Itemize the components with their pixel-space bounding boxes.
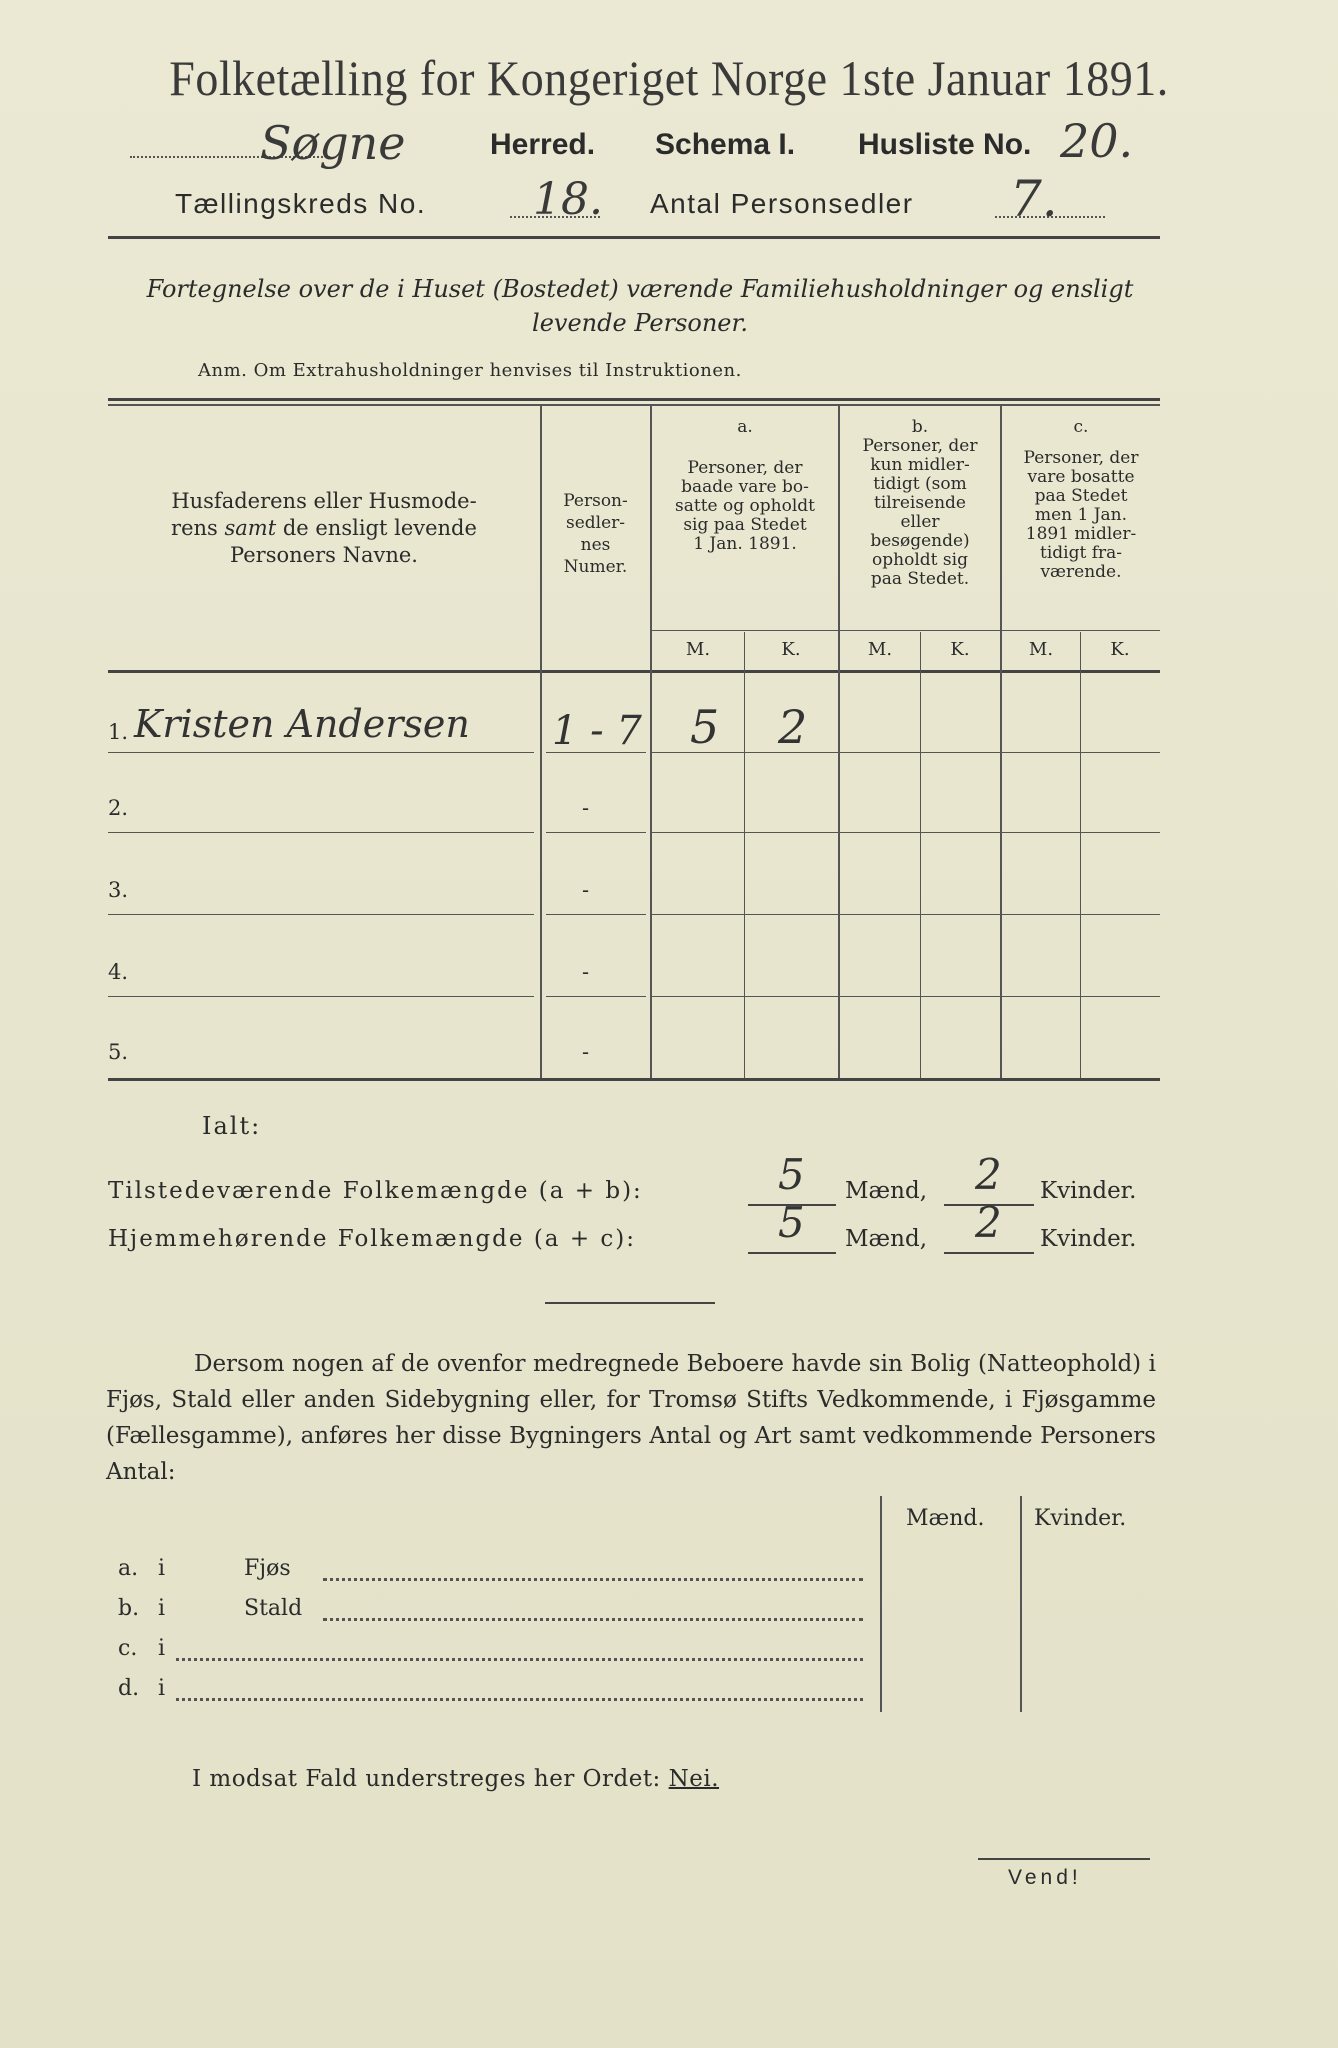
outbuilding-label: Stald xyxy=(244,1596,303,1621)
header-c-line: paa Stedet xyxy=(1034,486,1128,506)
header-names xyxy=(110,488,538,569)
header-names-line: Husfaderens eller Husmode- xyxy=(171,489,477,513)
header-a-line: baade vare bo- xyxy=(681,477,809,497)
kreds-line xyxy=(175,170,1115,228)
header-b-line: paa Stedet. xyxy=(870,569,970,589)
row-rule xyxy=(546,914,646,915)
mk-header-rule xyxy=(652,630,1160,631)
separator-rule xyxy=(545,1302,715,1304)
tilstede-maend: Mænd, xyxy=(845,1178,928,1204)
row-number: 4. xyxy=(108,960,129,984)
vend-label: Vend! xyxy=(1008,1866,1082,1889)
outbuildings-paragraph: Dersom nogen af de ovenfor medregnede Beboere havde sin Bolig (Natteophold) i Fjøs, Stald eller anden Sidebygning eller, for Tromsø Stifts Vedkommende, i Fjøsgamme (Fællesgamme), anføres her disse Bygningers Antal og Art samt vedkommende Personers Antal: xyxy=(106,1351,1156,1485)
row-a-m: 5 xyxy=(690,700,720,754)
header-c-k: K. xyxy=(1110,639,1130,660)
header-a-line: sig paa Stedet xyxy=(683,515,807,535)
husliste-label: Husliste No. xyxy=(858,128,1032,161)
caption xyxy=(100,272,1180,340)
footer-text: I modsat Fald understreges her Ordet: xyxy=(192,1766,669,1792)
header-c-line: men 1 Jan. xyxy=(1034,505,1128,525)
herred-value: Søgne xyxy=(260,116,406,170)
header-a-letter: a. xyxy=(737,417,753,437)
hjemme-kvinder: Kvinder. xyxy=(1040,1226,1137,1252)
header-a-line: satte og opholdt xyxy=(675,496,815,516)
outbuilding-dots xyxy=(176,1658,863,1661)
outbuilding-letter: c. xyxy=(118,1636,138,1661)
hjemme-k: 2 xyxy=(975,1198,1002,1247)
header-c-line: vare bosatte xyxy=(1027,467,1135,487)
row-sedler: - xyxy=(582,960,590,984)
kreds-value: 18. xyxy=(533,174,603,225)
header-sedler-line: Person- xyxy=(563,491,628,511)
outbuilding-row xyxy=(118,1556,864,1596)
row-a-k: 2 xyxy=(778,700,808,754)
vend-rule xyxy=(978,1858,1150,1860)
outbuilding-dots xyxy=(323,1618,863,1621)
header-b xyxy=(840,418,1000,589)
header-a xyxy=(652,418,838,554)
table-header-bottom-rule xyxy=(108,670,1160,673)
tilstede-kvinder: Kvinder. xyxy=(1040,1178,1137,1204)
outbuildings-divider xyxy=(880,1496,882,1712)
header-b-letter: b. xyxy=(911,417,929,437)
outbuildings-kvinder-header: Kvinder. xyxy=(1034,1506,1127,1531)
row-number: 2. xyxy=(108,796,129,820)
table-top-rule-2 xyxy=(108,404,1160,406)
header-c-line: 1891 midler- xyxy=(1025,524,1137,544)
antal-label: Antal Personsedler xyxy=(650,188,914,219)
header-c-m: M. xyxy=(1028,639,1054,660)
hjemme-label: Hjemmehørende Folkemængde (a + c): xyxy=(108,1226,636,1252)
outbuilding-prep: i xyxy=(158,1676,166,1701)
header-c-line: værende. xyxy=(1040,562,1122,582)
outbuildings-maend-header: Mænd. xyxy=(906,1506,985,1531)
outbuilding-prep: i xyxy=(158,1556,166,1581)
col-divider-mk xyxy=(744,632,745,1078)
row-rule xyxy=(108,832,534,833)
outbuilding-prep: i xyxy=(158,1636,166,1661)
header-b-line: kun midler- xyxy=(870,455,970,475)
header-a-line: 1 Jan. 1891. xyxy=(693,534,797,554)
row-sedler: - xyxy=(582,796,590,820)
row-rule xyxy=(546,832,646,833)
kreds-label: Tællingskreds No. xyxy=(175,188,427,219)
row-rule xyxy=(652,914,1160,915)
outbuilding-row xyxy=(118,1596,864,1636)
header-b-line: tidigt (som xyxy=(873,474,967,494)
header-b-m: M. xyxy=(867,639,893,660)
outbuilding-prep: i xyxy=(158,1596,166,1621)
header-names-part: rens xyxy=(171,516,225,540)
outbuilding-dots xyxy=(176,1698,863,1701)
tilstede-m: 5 xyxy=(778,1150,805,1199)
spacer xyxy=(652,437,838,459)
outbuilding-letter: d. xyxy=(118,1676,140,1701)
outbuilding-dots xyxy=(323,1578,863,1581)
herred-line xyxy=(130,114,1140,170)
outbuilding-letter: b. xyxy=(118,1596,140,1621)
header-sedler-line: nes xyxy=(580,535,611,555)
footer-sentence xyxy=(192,1766,719,1792)
outbuilding-letter: a. xyxy=(118,1556,139,1581)
row-name: Kristen Andersen xyxy=(134,702,470,746)
header-sedler-line: Numer. xyxy=(563,557,628,577)
header-a-m: M. xyxy=(685,639,711,660)
row-number: 1. xyxy=(108,720,129,744)
header-names-line xyxy=(110,515,538,542)
herred-label: Herred. xyxy=(490,128,596,161)
row-rule xyxy=(546,996,646,997)
header-b-k: K. xyxy=(950,639,970,660)
col-divider xyxy=(540,406,542,1078)
row-rule xyxy=(652,996,1160,997)
row-sedler: - xyxy=(582,878,590,902)
header-names-part: samt xyxy=(224,516,277,540)
header-c-line: Personer, der xyxy=(1023,448,1139,468)
hjemme-m: 5 xyxy=(778,1198,805,1247)
header-c-line: tidigt fra- xyxy=(1039,543,1122,563)
tilstede-label: Tilstedeværende Folkemængde (a + b): xyxy=(108,1178,643,1204)
header-sedler xyxy=(543,490,648,578)
antal-value: 7. xyxy=(1010,170,1058,228)
outbuilding-label: Fjøs xyxy=(244,1556,291,1581)
table-bottom-rule xyxy=(108,1078,1160,1081)
header-c-letter: c. xyxy=(1073,417,1089,437)
caption-line2: levende Personer. xyxy=(532,309,748,337)
row-number: 3. xyxy=(108,878,129,902)
col-divider-mk xyxy=(1080,632,1081,1078)
hjemme-maend: Mænd, xyxy=(845,1226,928,1252)
outbuilding-row xyxy=(118,1676,864,1716)
row-sedler: - xyxy=(582,1040,590,1064)
outbuildings-divider xyxy=(1020,1496,1022,1712)
header-b-line: besøgende) xyxy=(870,531,970,551)
row-number: 5. xyxy=(108,1040,129,1064)
header-a-line: Personer, der xyxy=(687,458,803,478)
row-rule xyxy=(652,752,1160,753)
schema-label: Schema I. xyxy=(655,128,796,161)
form-title: Folketælling for Kongeriget Norge 1ste Januar 1891. xyxy=(169,50,1169,107)
header-b-line: tilreisende xyxy=(873,493,966,513)
header-rule xyxy=(108,236,1160,239)
header-names-line: Personers Navne. xyxy=(230,543,418,567)
hjemme-k-line xyxy=(944,1252,1034,1254)
husliste-value: 20. xyxy=(1060,114,1134,168)
row-rule xyxy=(652,832,1160,833)
header-names-part: de ensligt levende xyxy=(276,516,477,540)
header-sedler-line: sedler- xyxy=(565,513,626,533)
row-rule xyxy=(108,914,534,915)
hjemme-m-line xyxy=(748,1252,836,1254)
outbuilding-row xyxy=(118,1636,864,1676)
caption-line1: Fortegnelse over de i Huset (Bostedet) værende Familiehusholdninger og ensligt xyxy=(146,275,1134,303)
header-b-line: Personer, der xyxy=(862,436,978,456)
row-sedler: 1 - 7 xyxy=(552,708,642,754)
ialt-label: Ialt: xyxy=(202,1112,262,1140)
col-divider-mk xyxy=(920,632,921,1078)
table-top-rule xyxy=(108,398,1160,401)
anm-note: Anm. Om Extrahusholdninger henvises til Instruktionen. xyxy=(198,360,742,381)
header-b-line: eller xyxy=(900,512,940,532)
tilstede-k: 2 xyxy=(975,1150,1002,1199)
row-rule xyxy=(108,752,534,753)
row-rule xyxy=(108,996,534,997)
header-c xyxy=(1002,418,1160,582)
footer-word-nei: Nei. xyxy=(668,1766,720,1792)
header-a-k: K. xyxy=(781,639,801,660)
header-b-line: opholdt sig xyxy=(872,550,968,570)
